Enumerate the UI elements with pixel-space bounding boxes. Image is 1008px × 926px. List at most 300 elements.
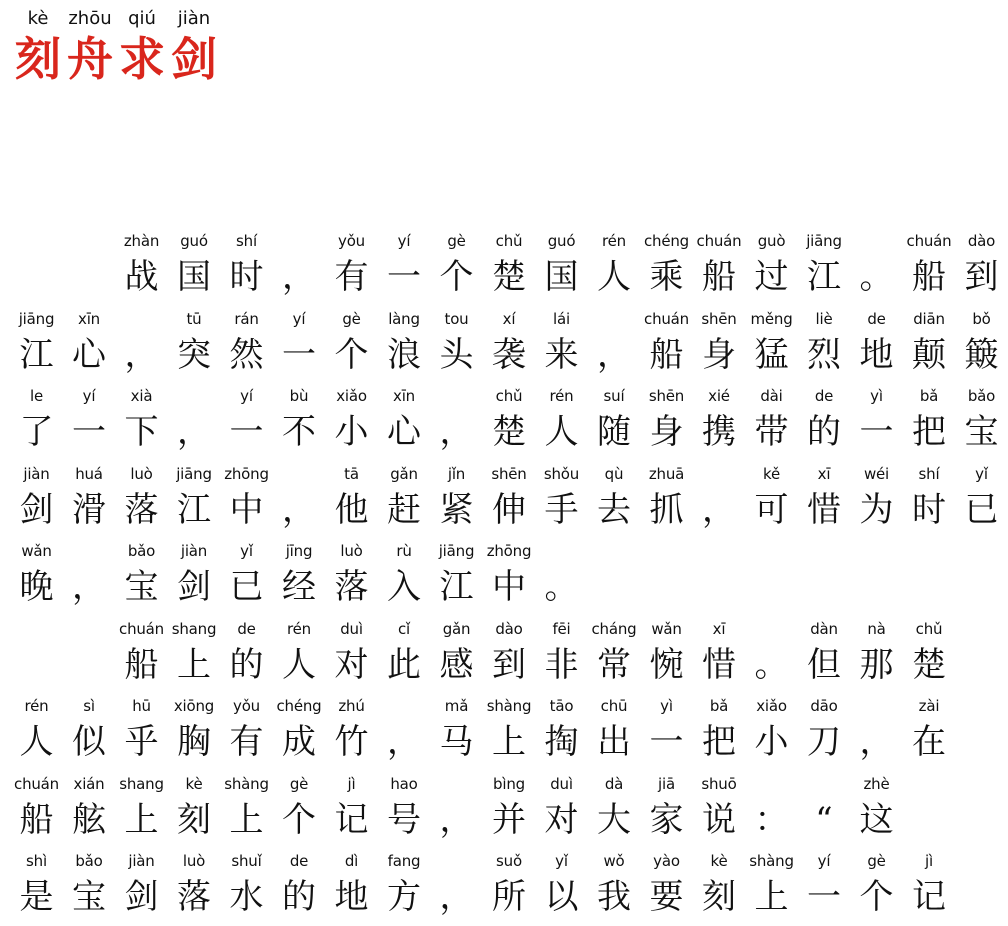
hanzi-character: 的: [282, 877, 316, 917]
text-line: [0, 848, 946, 926]
pinyin: [168, 383, 221, 409]
ruby-unit: [220, 461, 273, 533]
pinyin: de: [867, 309, 886, 328]
pinyin: bǎ: [919, 387, 939, 405]
pinyin: de: [814, 387, 834, 405]
ruby-unit: [430, 306, 483, 378]
hanzi-character: 突: [177, 334, 211, 375]
ruby-unit: [115, 848, 168, 920]
pinyin: de: [289, 852, 309, 870]
hanzi-character: 过: [754, 257, 789, 297]
pinyin: rén: [287, 619, 311, 638]
ruby-unit: [693, 771, 746, 843]
text-line: [0, 461, 999, 539]
text-line: [0, 616, 946, 694]
ruby-unit: [588, 693, 641, 765]
pinyin: shí: [918, 464, 940, 483]
hanzi-character: 到: [492, 644, 526, 685]
punctuation: ，: [597, 334, 631, 375]
ruby-unit: [483, 771, 536, 843]
ruby-unit: [745, 771, 798, 843]
pinyin: suǒ: [496, 852, 522, 870]
hanzi-character: 并: [492, 799, 526, 840]
ruby-unit: [693, 848, 746, 920]
hanzi-character: 个: [859, 877, 894, 917]
hanzi-character: 但: [807, 644, 841, 685]
hanzi-character: 宝: [72, 877, 106, 917]
ruby-unit: [535, 306, 588, 378]
pinyin: shàng: [749, 852, 794, 870]
pinyin: jiāng: [806, 232, 842, 250]
ruby-unit: [535, 461, 588, 533]
pinyin: xiǎo: [336, 387, 367, 405]
hanzi-character: 楚: [492, 412, 526, 452]
pinyin: [850, 693, 903, 719]
pinyin: yǒu: [338, 232, 365, 250]
ruby-unit: [63, 461, 116, 533]
pinyin: jì: [925, 852, 933, 870]
hanzi-character: 可: [754, 489, 789, 530]
pinyin: [588, 306, 641, 332]
ruby-unit: [168, 616, 221, 688]
ruby-unit: [10, 771, 63, 843]
hanzi-character: 乎: [124, 722, 159, 762]
pinyin: jì: [347, 774, 356, 793]
punctuation: ，: [124, 334, 159, 375]
hanzi-character: 一: [72, 412, 106, 452]
pinyin: chǔ: [915, 619, 943, 638]
pinyin: tā: [344, 464, 359, 483]
title-pinyin-syllable: jiàn: [177, 8, 211, 29]
punctuation: 。: [859, 257, 894, 297]
pinyin: dàn: [810, 619, 838, 638]
hanzi-character: 剑: [177, 567, 211, 607]
hanzi-character: 晚: [19, 567, 54, 607]
ruby-unit: [220, 383, 273, 455]
ruby-unit: [588, 848, 641, 920]
pinyin: jiàn: [128, 852, 155, 870]
pinyin: rén: [24, 697, 49, 715]
hanzi-character: 船: [124, 644, 159, 685]
hanzi-character: 有: [229, 722, 264, 762]
ruby-unit: [798, 693, 851, 765]
pinyin: jiā: [658, 774, 675, 793]
pinyin: tāo: [549, 697, 574, 715]
ruby-unit: [430, 383, 483, 455]
ruby-unit: [325, 848, 378, 920]
text-line: [0, 306, 999, 384]
ruby-unit: [273, 771, 326, 843]
ruby-unit: [640, 616, 693, 688]
hanzi-character: 掏: [544, 722, 579, 762]
pinyin: jīng: [285, 542, 313, 560]
pinyin: tū: [186, 309, 202, 328]
ruby-unit: [220, 848, 273, 920]
ruby-unit: [430, 228, 483, 300]
hanzi-character: 乘: [649, 257, 684, 297]
hanzi-character: 他: [334, 489, 369, 530]
hanzi-character: 人: [19, 722, 54, 762]
hanzi-character: 手: [544, 489, 579, 530]
ruby-unit: [273, 228, 326, 300]
ruby-unit: [535, 538, 588, 610]
ruby-unit: [850, 383, 903, 455]
hanzi-character: 时: [912, 489, 946, 530]
hanzi-character: 个: [334, 334, 369, 375]
pinyin: [745, 616, 798, 642]
ruby-unit: [168, 461, 221, 533]
ruby-unit: [273, 538, 326, 610]
ruby-unit: [903, 848, 956, 920]
hanzi-character: 要: [649, 877, 684, 917]
hanzi-character: 去: [597, 489, 631, 530]
pinyin: yǒu: [233, 697, 260, 715]
pinyin: suí: [603, 387, 625, 405]
pinyin: rù: [396, 542, 412, 560]
pinyin: tou: [444, 309, 469, 328]
pinyin: zhàn: [123, 232, 160, 250]
story-title: [12, 6, 232, 86]
hanzi-character: 不: [282, 412, 316, 452]
ruby-unit: [850, 771, 903, 843]
pinyin: chuán: [906, 232, 952, 250]
title-character: 刻: [15, 32, 61, 86]
pinyin: měng: [750, 309, 793, 328]
ruby-unit: [798, 461, 851, 533]
pinyin: yǐ: [975, 464, 988, 483]
pinyin: [430, 848, 483, 874]
pinyin: bù: [289, 387, 309, 405]
hanzi-character: 了: [19, 412, 54, 452]
hanzi-character: 经: [282, 567, 316, 607]
pinyin: duì: [550, 774, 573, 793]
pinyin: liè: [815, 309, 833, 328]
text-line: [0, 383, 999, 461]
pinyin: bǎo: [967, 387, 996, 405]
pinyin: [63, 538, 116, 564]
pinyin: rán: [234, 309, 259, 328]
pinyin: chǔ: [495, 387, 523, 405]
ruby-unit: [273, 306, 326, 378]
hanzi-character: 一: [229, 412, 264, 452]
hanzi-character: 在: [912, 722, 946, 762]
ruby-unit: [693, 306, 746, 378]
ruby-unit: [903, 306, 956, 378]
ruby-unit: [168, 228, 221, 300]
hanzi-character: 一: [387, 257, 421, 297]
hanzi-character: 头: [439, 334, 474, 375]
punctuation: “: [815, 799, 833, 840]
ruby-unit: [535, 616, 588, 688]
pinyin: bìng: [493, 774, 525, 793]
pinyin: dài: [760, 387, 783, 405]
ruby-unit: [850, 848, 903, 920]
hanzi-character: 是: [19, 877, 54, 917]
pinyin: huá: [75, 464, 103, 483]
punctuation: ，: [282, 489, 316, 530]
pinyin: xīn: [78, 309, 100, 328]
ruby-unit: [640, 693, 693, 765]
hanzi-character: 一: [859, 412, 894, 452]
hanzi-character: 记: [912, 877, 946, 917]
pinyin: [745, 771, 798, 797]
pinyin: chéng: [643, 232, 689, 250]
hanzi-character: 中: [492, 567, 526, 607]
ruby-unit: [640, 771, 693, 843]
hanzi-character: 感: [439, 644, 474, 685]
ruby-unit: [325, 228, 378, 300]
hanzi-character: 记: [334, 799, 369, 840]
pinyin: nà: [867, 619, 886, 638]
ruby-unit: [115, 383, 168, 455]
pinyin: gè: [867, 852, 886, 870]
ruby-unit: [63, 771, 116, 843]
hanzi-character: 带: [754, 412, 789, 452]
pinyin: sì: [83, 697, 95, 715]
ruby-unit: [10, 693, 63, 765]
ruby-unit: [378, 383, 431, 455]
pinyin: xí: [502, 309, 516, 328]
hanzi-character: 江: [19, 334, 54, 375]
ruby-unit: [745, 848, 798, 920]
ruby-unit: [955, 228, 1008, 300]
pinyin: rén: [602, 232, 626, 250]
text-line: [0, 771, 894, 849]
ruby-unit: [378, 461, 431, 533]
ruby-unit: [430, 693, 483, 765]
hanzi-character: 人: [544, 412, 579, 452]
hanzi-character: 的: [229, 644, 264, 685]
ruby-unit: [115, 306, 168, 378]
pinyin: [693, 461, 746, 487]
ruby-unit: [535, 693, 588, 765]
pinyin: shang: [171, 619, 217, 638]
pinyin: [430, 383, 483, 409]
pinyin: duì: [340, 619, 363, 638]
ruby-unit: [378, 848, 431, 920]
ruby-unit: [378, 693, 431, 765]
ruby-unit: [483, 228, 536, 300]
ruby-unit: [745, 228, 798, 300]
ruby-unit: [745, 693, 798, 765]
pinyin: xià: [130, 387, 153, 405]
pinyin: shàng: [486, 697, 532, 715]
hanzi-character: 抓: [649, 489, 684, 530]
hanzi-character: 小: [754, 722, 789, 762]
pinyin: cháng: [591, 619, 637, 638]
ruby-unit: [693, 693, 746, 765]
hanzi-character: 方: [387, 877, 421, 917]
punctuation: ，: [702, 489, 736, 530]
pinyin: hao: [390, 774, 418, 793]
ruby-unit: [168, 538, 221, 610]
ruby-unit: [535, 771, 588, 843]
ruby-unit: [220, 771, 273, 843]
ruby-unit: [483, 538, 536, 610]
pinyin: le: [30, 387, 43, 405]
pinyin: yí: [292, 309, 306, 328]
pinyin: shēn: [701, 309, 737, 328]
ruby-unit: [168, 771, 221, 843]
title-character: 舟: [67, 32, 113, 86]
ruby-unit: [220, 228, 273, 300]
punctuation: ，: [282, 257, 316, 297]
ruby-unit: [10, 383, 63, 455]
pinyin: dì: [344, 852, 359, 870]
hanzi-character: 入: [387, 567, 421, 607]
hanzi-character: 水: [229, 877, 264, 917]
ruby-unit: [798, 848, 851, 920]
ruby-unit: [10, 461, 63, 533]
ruby-unit: [430, 848, 483, 920]
hanzi-character: 随: [597, 412, 631, 452]
ruby-unit: [430, 616, 483, 688]
pinyin: yí: [82, 387, 96, 405]
ruby-unit: [483, 306, 536, 378]
ruby-unit: [798, 616, 851, 688]
punctuation: ，: [439, 877, 474, 917]
title-pinyin-syllable: kè: [27, 8, 49, 29]
pinyin: bǎ: [709, 697, 729, 715]
hanzi-character: 船: [912, 257, 946, 297]
ruby-unit: [63, 693, 116, 765]
hanzi-character: 携: [702, 412, 736, 452]
punctuation: ，: [859, 722, 894, 762]
ruby-unit: [325, 461, 378, 533]
hanzi-character: 到: [964, 257, 999, 297]
pinyin: shí: [236, 232, 257, 250]
hanzi-character: 上: [229, 799, 264, 840]
hanzi-character: 舷: [72, 799, 106, 840]
ruby-unit: [220, 693, 273, 765]
pinyin: shēn: [648, 387, 685, 405]
pinyin: [115, 306, 168, 332]
pinyin: luò: [130, 464, 153, 483]
pinyin: chéng: [276, 697, 322, 715]
hanzi-character: 对: [544, 799, 579, 840]
hanzi-character: 浪: [387, 334, 421, 375]
ruby-unit: [378, 616, 431, 688]
hanzi-character: 刀: [807, 722, 841, 762]
hanzi-character: 有: [334, 257, 369, 297]
ruby-unit: [693, 461, 746, 533]
pinyin: xiōng: [173, 697, 215, 715]
ruby-unit: [903, 228, 956, 300]
hanzi-character: 紧: [439, 489, 474, 530]
hanzi-character: 心: [72, 334, 106, 375]
ruby-unit: [955, 461, 1008, 533]
hanzi-character: 人: [597, 257, 631, 297]
ruby-unit: [325, 538, 378, 610]
hanzi-character: 个: [439, 257, 474, 297]
pinyin: chuán: [644, 309, 689, 328]
hanzi-character: 刻: [702, 877, 736, 917]
pinyin: rén: [549, 387, 574, 405]
hanzi-character: 号: [387, 799, 421, 840]
hanzi-character: 落: [124, 489, 159, 530]
hanzi-character: 大: [597, 799, 631, 840]
ruby-unit: [325, 306, 378, 378]
hanzi-character: 上: [754, 877, 789, 917]
pinyin: cǐ: [397, 619, 410, 638]
hanzi-character: 身: [702, 334, 736, 375]
punctuation: ：: [754, 799, 789, 840]
ruby-unit: [798, 771, 851, 843]
hanzi-character: 心: [387, 412, 421, 452]
ruby-unit: [220, 538, 273, 610]
ruby-unit: [693, 383, 746, 455]
ruby-unit: [10, 306, 63, 378]
ruby-unit: [640, 306, 693, 378]
ruby-unit: [745, 616, 798, 688]
ruby-unit: [10, 538, 63, 610]
pinyin: xīn: [393, 387, 415, 405]
hanzi-character: 小: [334, 412, 369, 452]
pinyin: shuō: [701, 774, 737, 793]
hanzi-character: 已: [229, 567, 264, 607]
pinyin: dào: [495, 619, 523, 638]
hanzi-character: 国: [177, 257, 211, 297]
hanzi-character: 对: [334, 644, 369, 685]
ruby-unit: [483, 383, 536, 455]
ruby-unit: [745, 306, 798, 378]
ruby-unit: [430, 538, 483, 610]
pinyin: [850, 228, 903, 254]
ruby-unit: [325, 693, 378, 765]
ruby-unit: [168, 306, 221, 378]
hanzi-character: 我: [597, 877, 631, 917]
hanzi-character: 落: [177, 877, 211, 917]
pinyin: xī: [712, 619, 726, 638]
ruby-unit: [798, 228, 851, 300]
pinyin: yǐ: [555, 852, 568, 870]
hanzi-character: 烈: [807, 334, 841, 375]
pinyin: luò: [182, 852, 206, 870]
pinyin: zài: [918, 697, 940, 715]
ruby-unit: [850, 616, 903, 688]
hanzi-character: 宝: [124, 567, 159, 607]
ruby-unit: [273, 693, 326, 765]
hanzi-character: 刻: [177, 799, 211, 840]
title-pinyin-syllable: zhōu: [68, 8, 112, 29]
pinyin: wéi: [863, 464, 890, 483]
ruby-unit: [115, 538, 168, 610]
ruby-unit: [378, 306, 431, 378]
title-character: 剑: [171, 32, 217, 86]
pinyin: diān: [913, 309, 945, 328]
hanzi-character: 江: [807, 257, 841, 297]
ruby-unit: [220, 616, 273, 688]
hanzi-character: 非: [544, 644, 579, 685]
pinyin: guò: [757, 232, 786, 250]
pinyin: kè: [710, 852, 728, 870]
pinyin: yǐ: [240, 542, 253, 560]
pinyin: yí: [817, 852, 831, 870]
ruby-unit: [955, 383, 1008, 455]
pinyin: shǒu: [543, 464, 580, 483]
pinyin: zhú: [338, 697, 365, 715]
hanzi-character: 把: [912, 412, 946, 452]
hanzi-character: 此: [387, 644, 421, 685]
hanzi-character: 时: [229, 257, 264, 297]
ruby-unit: [115, 771, 168, 843]
hanzi-character: 中: [229, 489, 264, 530]
ruby-unit: [903, 383, 956, 455]
punctuation: ，: [439, 799, 474, 840]
ruby-unit: [903, 461, 956, 533]
pinyin: yào: [653, 852, 680, 870]
ruby-unit: [535, 228, 588, 300]
